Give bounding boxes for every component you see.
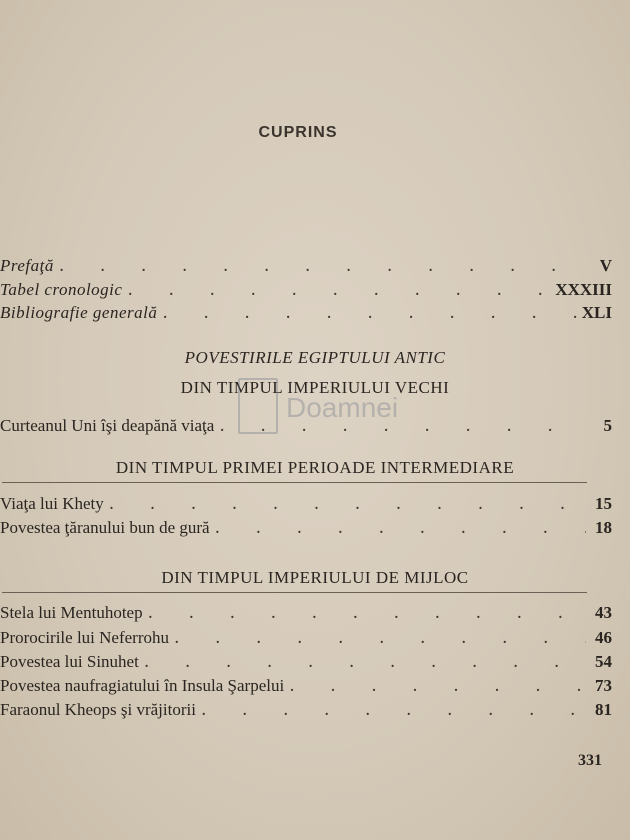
dot-leader (128, 284, 551, 300)
toc-entry-page: 81 (595, 700, 612, 719)
toc-entry (0, 652, 612, 676)
toc-entry-page: 43 (595, 603, 612, 622)
dot-leader (145, 656, 586, 672)
section-heading: DIN TIMPUL PRIMEI PERIOADE INTERMEDIARE (115, 458, 515, 477)
dot-leader (202, 704, 586, 720)
toc-entry-label: Povestea lui Sinuhet (0, 652, 139, 671)
page-title: CUPRINS (258, 124, 338, 141)
toc-entry (0, 628, 612, 652)
toc-entry-page: 73 (595, 676, 612, 695)
toc-entry-page: XLI (581, 303, 612, 322)
part-title: POVESTIRILE EGIPTULUI ANTIC (184, 348, 446, 367)
toc-entry (0, 676, 612, 700)
toc-entry-label: Bibliografie generală (0, 303, 158, 322)
book-icon (238, 378, 278, 434)
toc-entry-page: 5 (603, 416, 612, 435)
section-heading: DIN TIMPUL IMPERIULUI VECHI (180, 378, 450, 397)
toc-entry-label: Povestea naufragiatului în Insula Şarpelui (0, 676, 285, 695)
toc-entry (0, 700, 612, 724)
dot-leader (216, 522, 586, 538)
toc-entry (0, 518, 612, 542)
dot-leader (163, 307, 577, 323)
dot-leader (149, 607, 586, 623)
dot-leader (60, 260, 586, 276)
toc-entry-page: 18 (595, 518, 612, 537)
toc-entry-label: Stela lui Mentuhotep (0, 603, 143, 622)
section-rule (2, 592, 587, 593)
toc-entry-bibliography (0, 303, 612, 327)
toc-entry-page: V (599, 256, 612, 275)
toc-entry-page: 15 (595, 494, 612, 513)
toc-entry-preface (0, 256, 612, 280)
page-number: 331 (578, 752, 602, 769)
toc-entry-label: Prorocirile lui Neferrohu (0, 628, 169, 647)
toc-entry-chronology (0, 280, 612, 304)
dot-leader (290, 680, 586, 696)
toc-entry-label: Tabel cronologic (0, 280, 123, 299)
section-heading: DIN TIMPUL IMPERIULUI DE MIJLOC (161, 568, 469, 587)
watermark-text: Doamnei (286, 392, 399, 423)
toc-entry-label: Povestea ţăranului bun de gură (0, 518, 210, 537)
dot-leader (110, 498, 586, 514)
toc-entry-page: 54 (595, 652, 612, 671)
toc-entry-label: Faraonul Kheops şi vrăjitorii (0, 700, 196, 719)
toc-entry (0, 494, 612, 518)
toc-entry-label: Prefaţă (0, 256, 54, 275)
toc-entry-label: Curteanul Uni îşi deapănă viaţa (0, 416, 215, 435)
toc-entry-page: 46 (595, 628, 612, 647)
toc-entry-page: XXXIII (555, 280, 612, 299)
dot-leader (175, 632, 586, 648)
watermark-logo (238, 376, 408, 434)
section-rule (2, 482, 587, 483)
toc-entry-label: Viaţa lui Khety (0, 494, 104, 513)
toc-entry (0, 603, 612, 627)
